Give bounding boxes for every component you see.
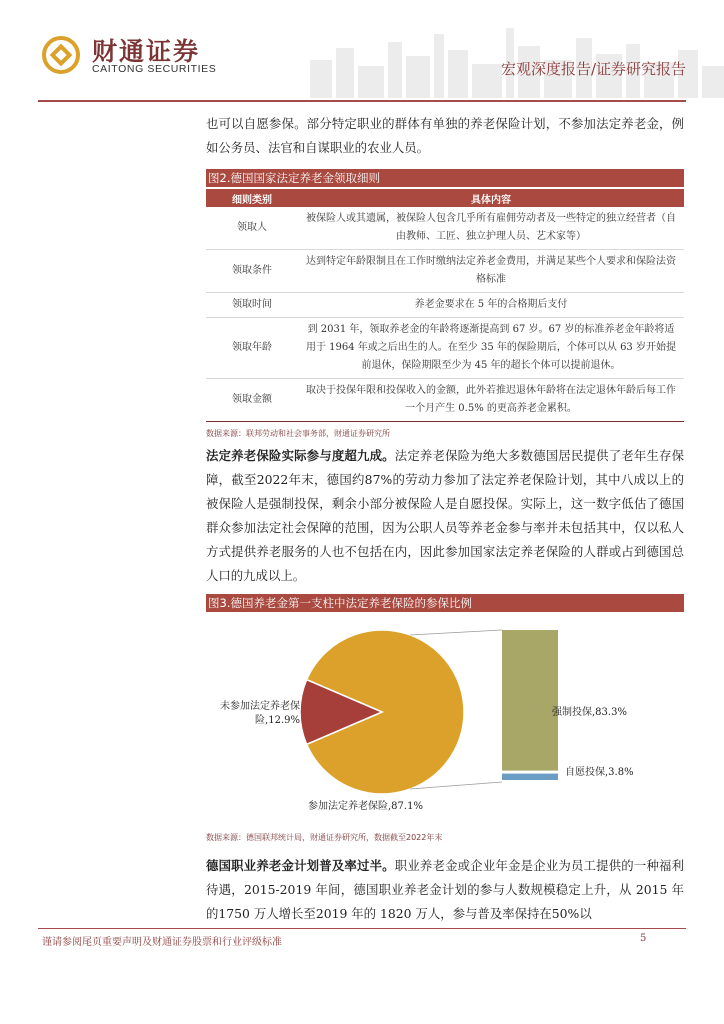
segment-label-voluntary: 自愿投保,3.8% <box>565 767 634 778</box>
footer-divider <box>38 928 686 929</box>
row-category: 领取人 <box>206 207 298 250</box>
bar-segment-voluntary <box>502 774 558 780</box>
table-row <box>206 250 684 293</box>
paragraph-lead: 德国职业养老金计划普及率过半。 <box>206 858 395 873</box>
bar-segment-mandatory <box>502 630 558 771</box>
row-category: 领取年龄 <box>206 318 298 379</box>
header-category: 细则类别 <box>206 189 298 207</box>
table-caption: 图2.德国国家法定养老金领取细则 <box>206 169 684 187</box>
slice-label-not-enrolled: 未参加法定养老保险,12.9% <box>220 701 300 726</box>
table-source: 数据来源：联邦劳动和社会事务部，财通证券研究所 <box>206 429 390 438</box>
slice-label-enrolled: 参加法定养老保险,87.1% <box>308 801 423 812</box>
logo-text-en: CAITONG SECURITIES <box>92 63 217 75</box>
paragraph-participation <box>206 444 684 588</box>
connector-line-top <box>410 630 502 635</box>
table-row <box>206 318 684 379</box>
paragraph-lead: 法定养老保险实际参与度超九成。 <box>206 448 395 463</box>
row-category: 领取条件 <box>206 250 298 293</box>
footer-disclaimer: 谨请参阅尾页重要声明及财通证券股票和行业评级标准 <box>42 937 282 948</box>
row-category: 领取时间 <box>206 293 298 318</box>
chart-caption: 图3.德国养老金第一支柱中法定养老保险的参保比例 <box>206 594 684 612</box>
caitong-logo-icon <box>42 36 80 74</box>
page-number: 5 <box>640 933 647 944</box>
table-row <box>206 207 684 250</box>
intro-paragraph: 也可以自愿参保。部分特定职业的群体有单独的养老保险计划，不参加法定养老金，例如公务员、法官和自谋职业的农业人员。 <box>206 116 684 155</box>
page-header <box>0 0 724 104</box>
header-divider <box>38 100 686 102</box>
table-row <box>206 293 684 318</box>
row-content: 被保险人或其遗属，被保险人包含几乎所有雇佣劳动者及一些特定的独立经营者（自由教师、工匠、独立护理人员、艺术家等） <box>298 207 684 250</box>
row-content: 取决于投保年限和投保收入的金额，此外若推迟退休年龄将在法定退休年龄后每工作一个月产生 0.5% 的更高养老金累积。 <box>298 379 684 422</box>
row-content: 养老金要求在 5 年的合格期后支付 <box>298 293 684 318</box>
pension-rules-table <box>206 189 684 422</box>
paragraph-body: 职业养老金或企业年金是企业为员工提供的一种福利待遇，2015-2019 年间，德国职业养老金计划的参与人数规模稳定上升，从 2015 年的1750 万人增长至2019 年的 1820 万人，参与普及率保持在50%以 <box>206 858 685 921</box>
table-row <box>206 379 684 422</box>
row-content: 达到特定年龄限制且在工作时缴纳法定养老金费用，并满足某些个人要求和保险法资格标准 <box>298 250 684 293</box>
table-header-row <box>206 189 684 207</box>
header-content: 具体内容 <box>298 189 684 207</box>
report-type: 宏观深度报告/证券研究报告 <box>500 60 686 78</box>
row-content: 到 2031 年，领取养老金的年龄将逐渐提高到 67 岁。67 岁的标准养老金年龄将适用于 1964 年或之后出生的人。在至少 35 年的保险期后，个体可以从 63 岁开始提前退休，保险期限至少为 45 年的超长个体可以提前退休。 <box>298 318 684 379</box>
paragraph-occupational <box>206 854 684 926</box>
row-category: 领取金额 <box>206 379 298 422</box>
logo-text-cn: 财通证券 <box>92 37 201 66</box>
segment-label-mandatory: 强制投保,83.3% <box>552 707 627 718</box>
chart-source: 数据来源：德国联邦统计局，财通证券研究所，数据截至2022年末 <box>206 833 443 842</box>
paragraph-body: 法定养老保险为绝大多数德国居民提供了老年生存保障，截至2022年末，德国约87%的劳动力参加了法定养老保险计划，其中八成以上的被保险人是强制投保，剩余小部分被保险人是自愿投保。实际上，这一数字低估了德国群众参加法定社会保障的范围，因为公职人员等养老金参与率并未包括其中，仅以私人方式提供养老服务的人也不包括在内，因此参加国家法定养老保险的人群或占到德国总人口的九成以上。 <box>206 448 685 583</box>
